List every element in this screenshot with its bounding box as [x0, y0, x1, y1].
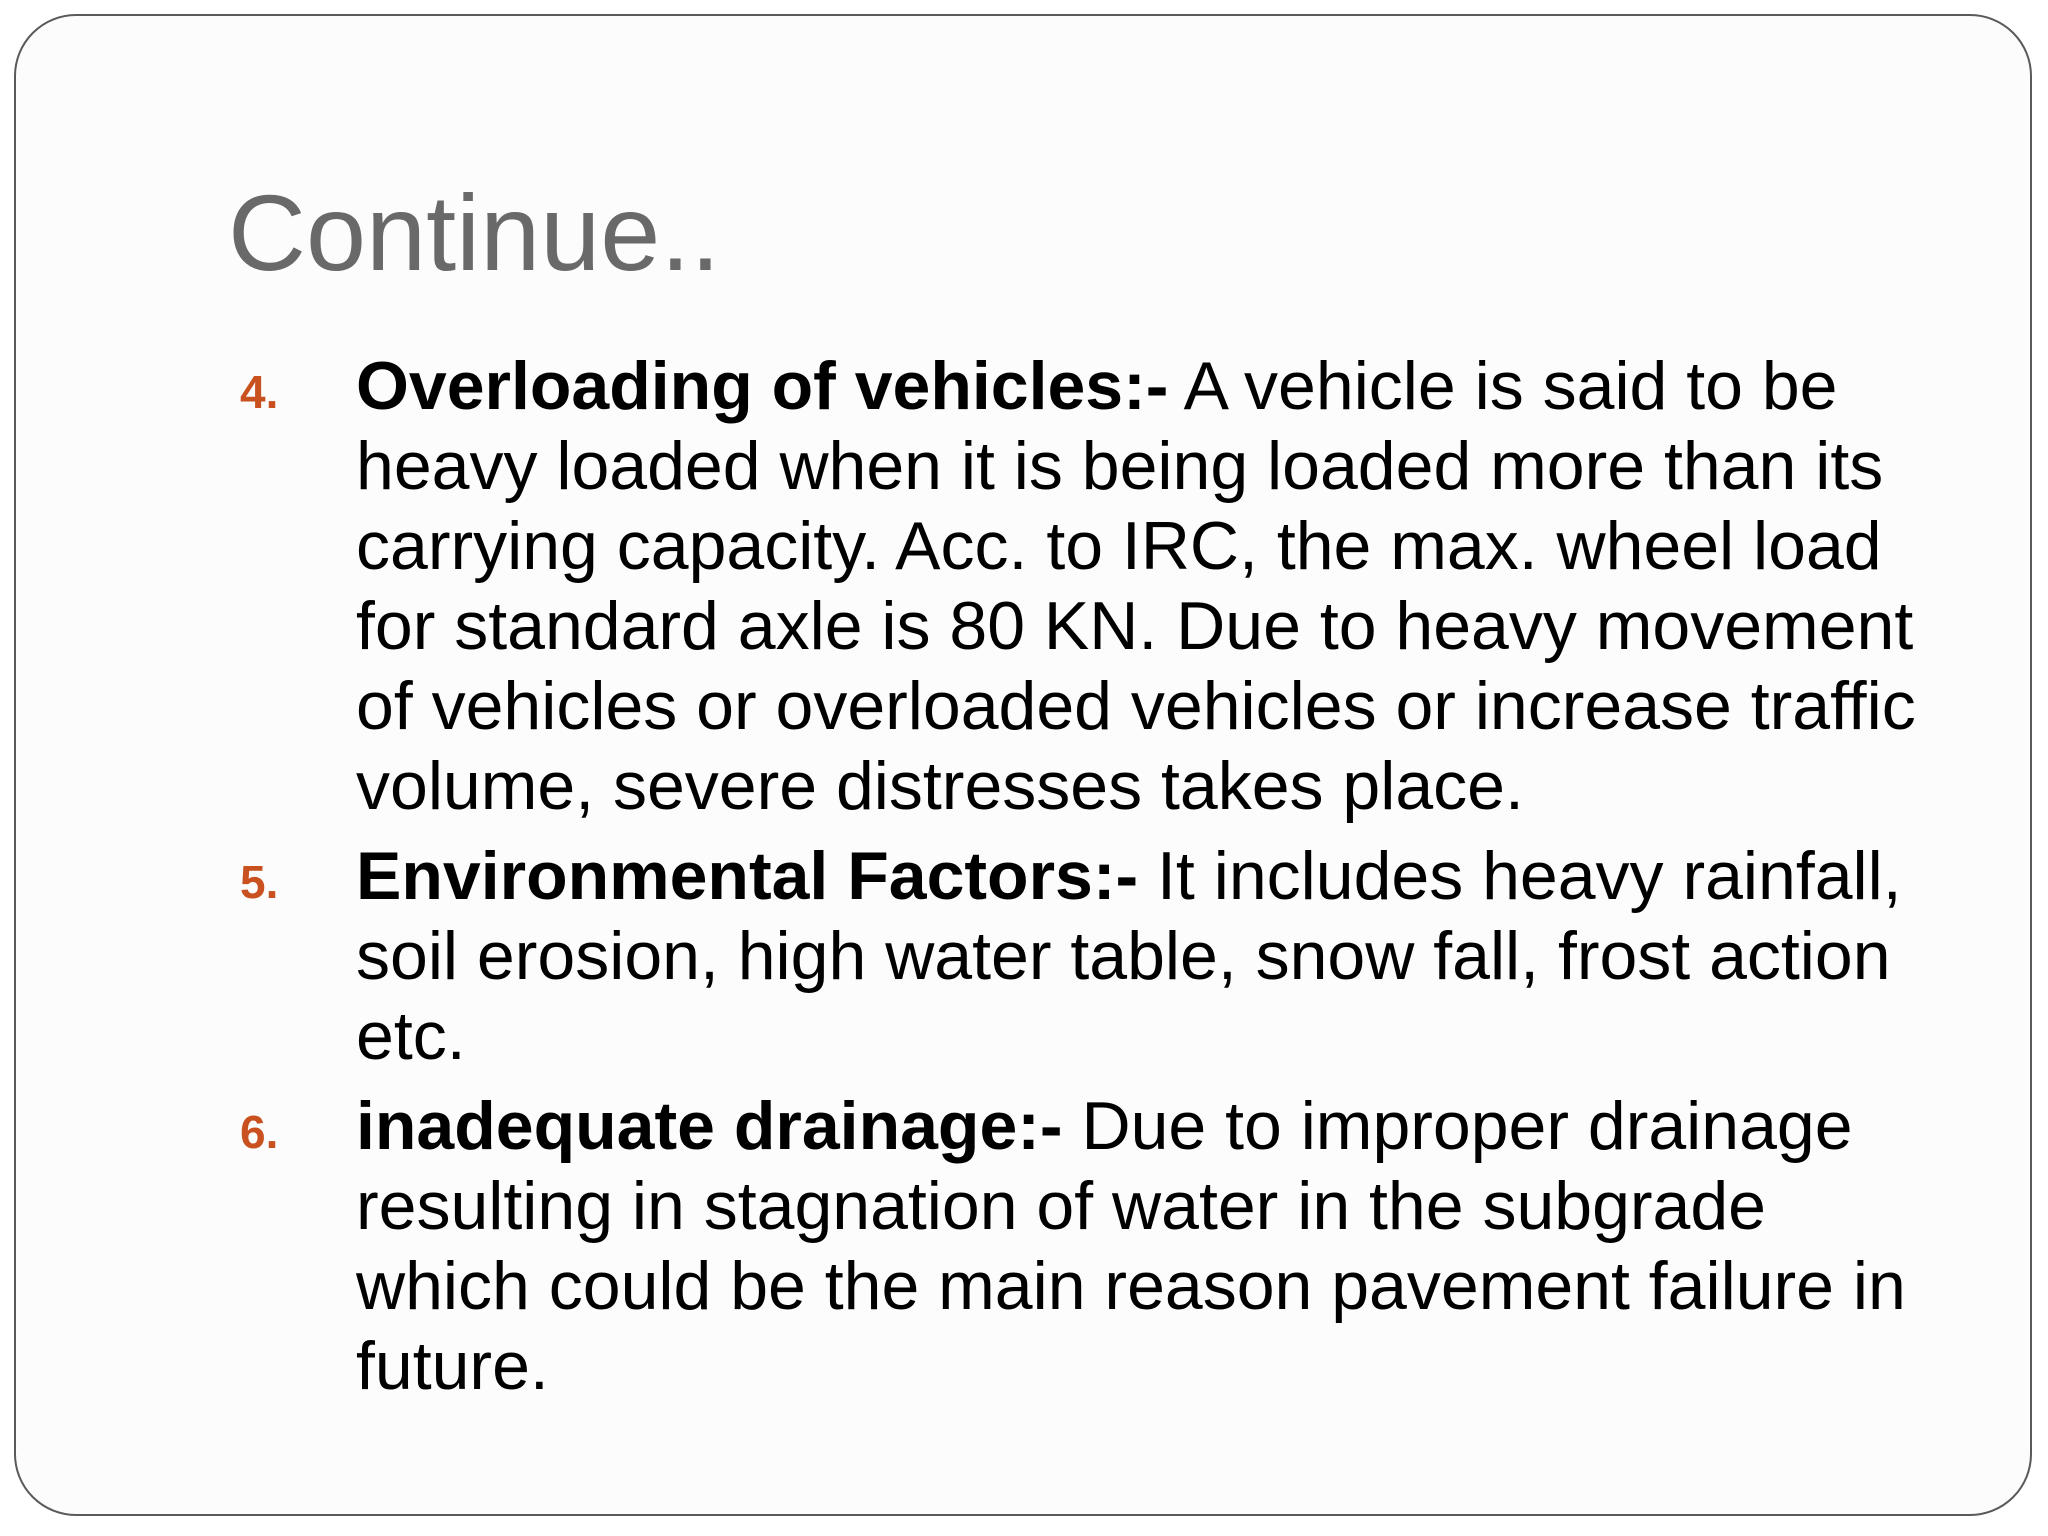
slide-title: Continue.. [228, 172, 721, 293]
item-term: Environmental Factors:- [356, 838, 1139, 914]
item-description: Due to improper drainage resulting in stagnation of water in the subgrade which could be the main reason pavement failure in future. [356, 1088, 1906, 1404]
item-number: 4. [240, 366, 279, 418]
item-term: Overloading of vehicles:- [356, 348, 1169, 424]
item-term: inadequate drainage:- [356, 1088, 1063, 1164]
list-item-drainage [228, 1086, 1928, 1406]
slide [14, 14, 2032, 1516]
list-item-environmental [228, 836, 1928, 1076]
item-number: 5. [240, 856, 279, 908]
item-number: 6. [240, 1106, 279, 1158]
bullet-list [228, 346, 1928, 1416]
item-description: A vehicle is said to be heavy loaded when it is being loaded more than its carrying capacity. Acc. to IRC, the max. wheel load for standard axle is 80 KN. Due to heavy movement of vehicles or overloaded vehicles or increase traffic volume, severe distresses takes place. [356, 348, 1916, 824]
item-description: It includes heavy rainfall, soil erosion, high water table, snow fall, frost action etc. [356, 838, 1902, 1074]
list-item-overloading [228, 346, 1928, 826]
